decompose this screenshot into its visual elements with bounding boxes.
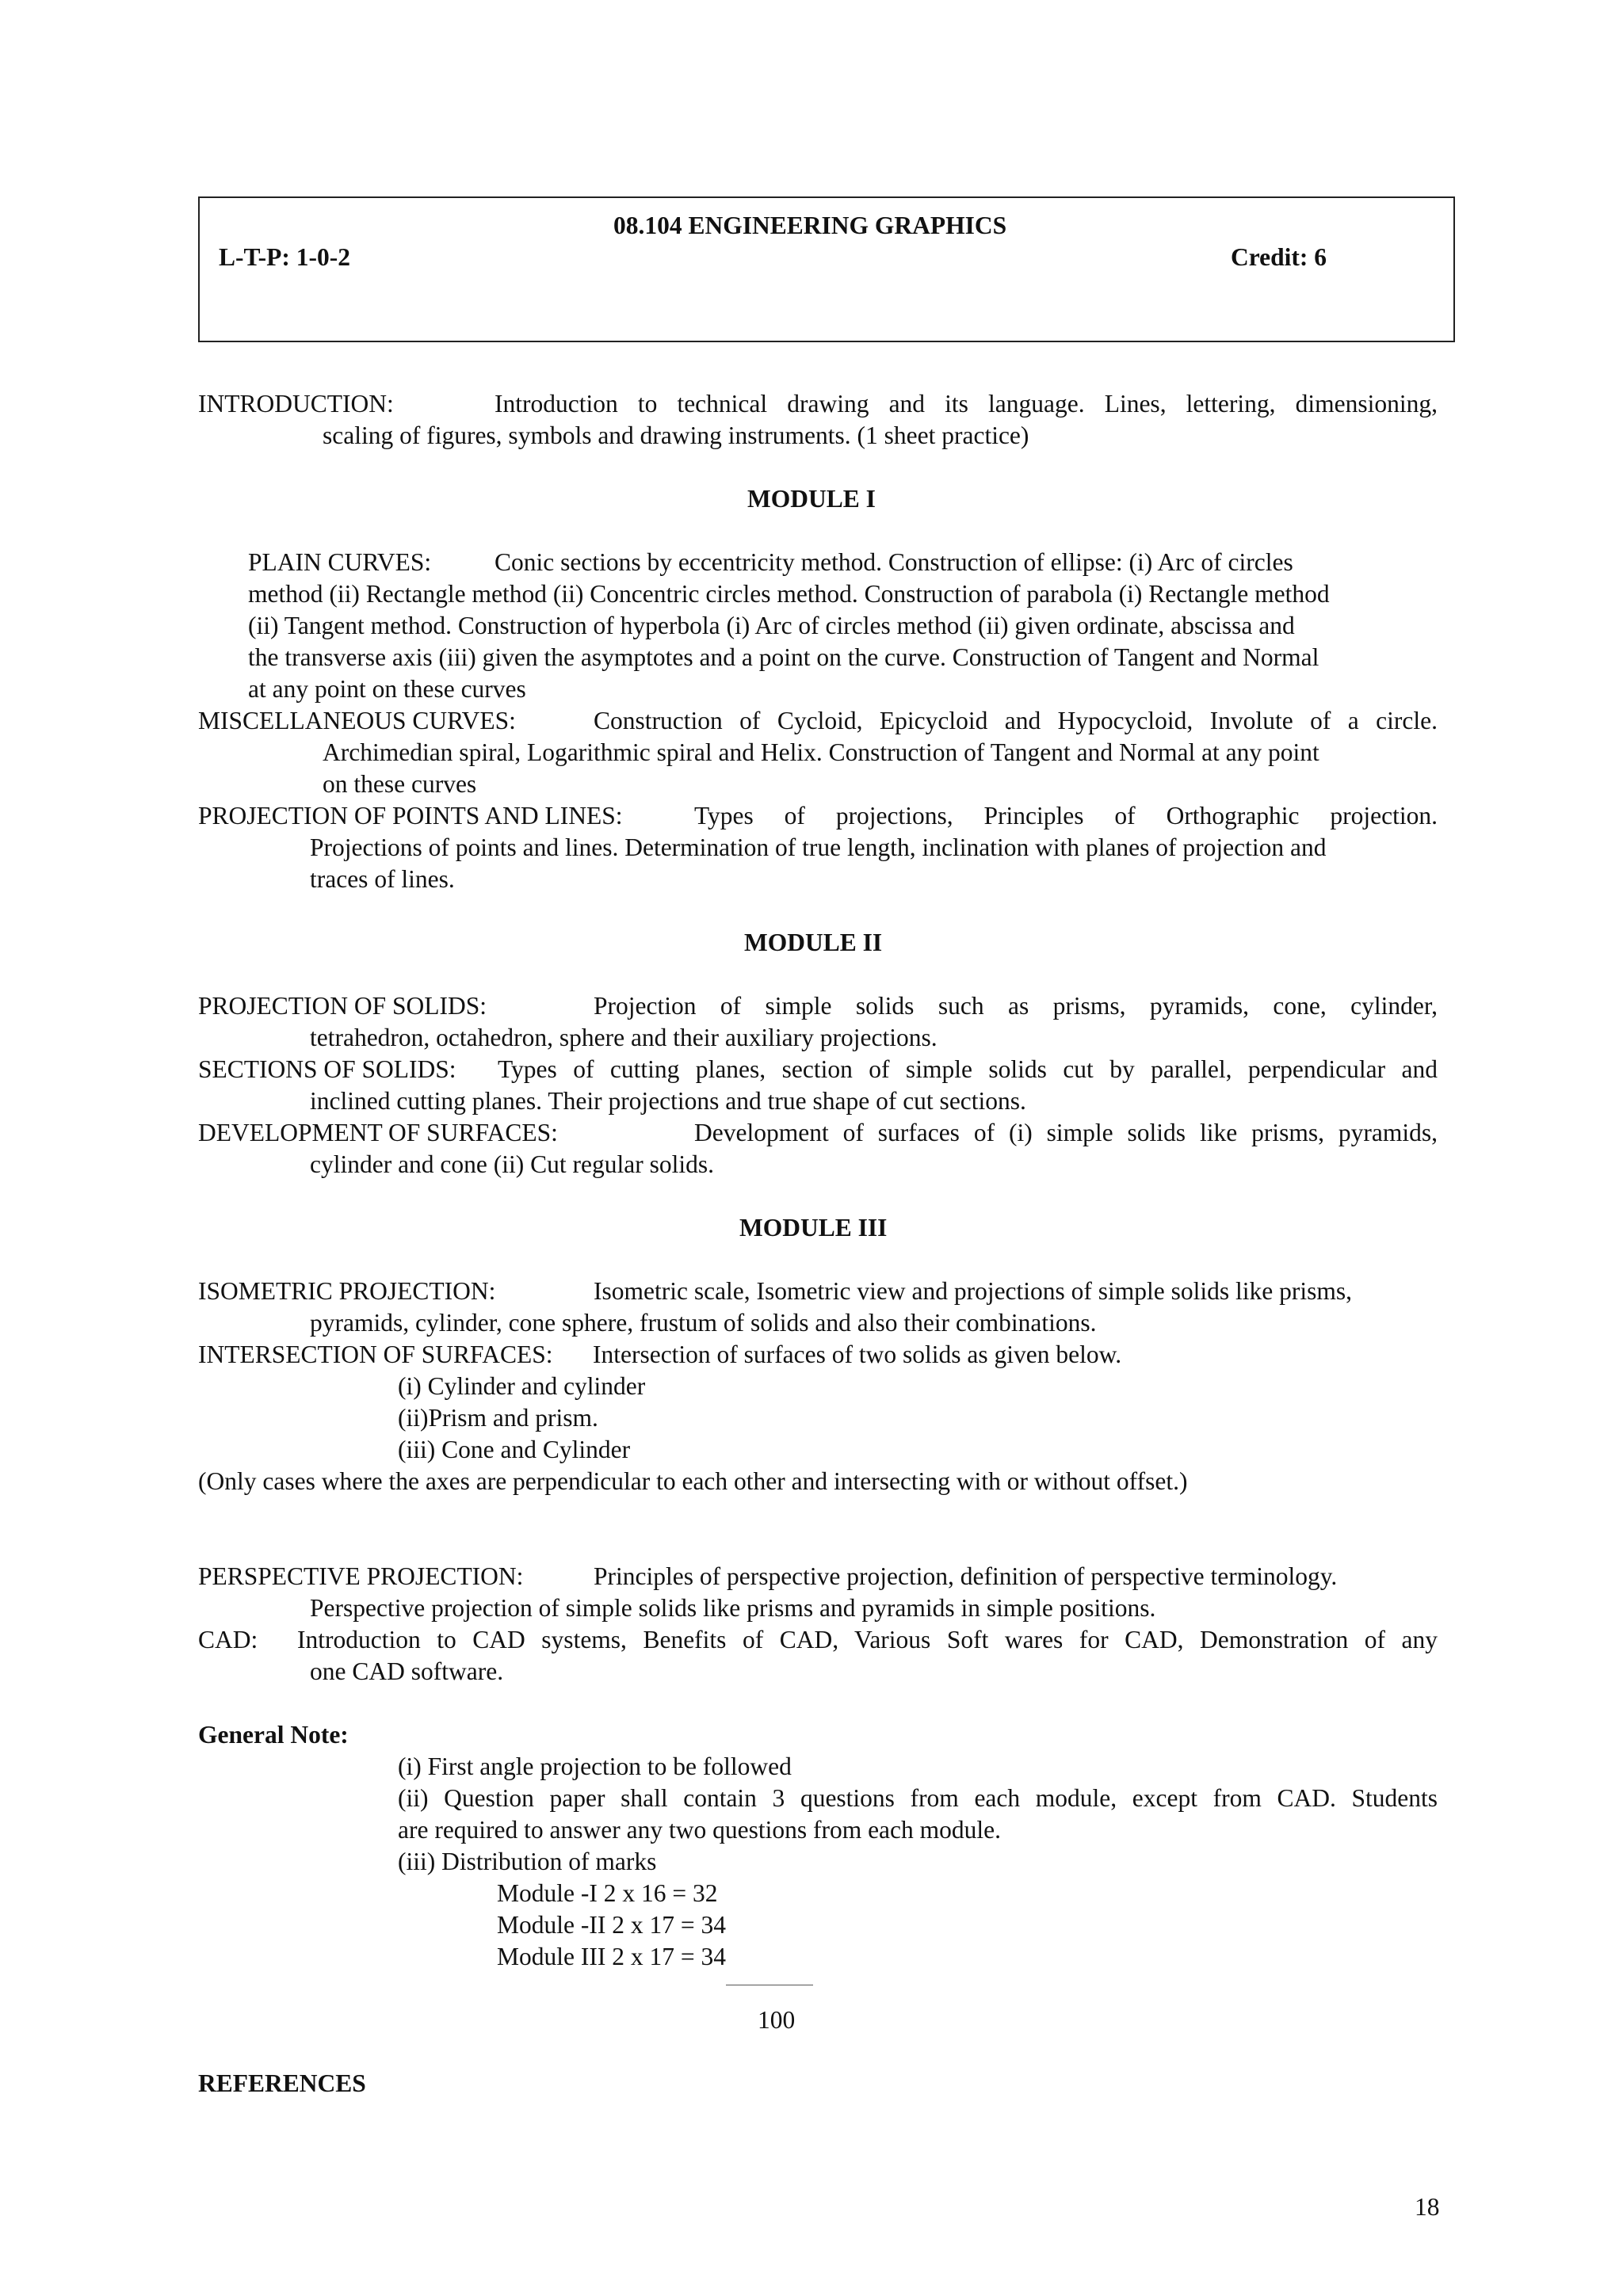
projection-points-lines-line-2: Projections of points and lines. Determination of true length, inclination with planes of projection and [310, 833, 1327, 861]
general-note-item-2b: are required to answer any two questions from each module. [398, 1816, 1001, 1844]
development-surfaces-label: DEVELOPMENT OF SURFACES: [198, 1119, 558, 1146]
plain-curves-line-2: method (ii) Rectangle method (ii) Concentric circles method. Construction of parabola (i) Rectangle method [248, 580, 1330, 608]
projection-points-lines-label: PROJECTION OF POINTS AND LINES: [198, 802, 623, 830]
marks-total: 100 [758, 2006, 796, 2034]
projection-points-lines-line-1: Types of projections, Principles of Orthographic projection. [694, 802, 1438, 830]
misc-curves-line-1: Construction of Cycloid, Epicycloid and Hypocycloid, Involute of a circle. [594, 707, 1438, 734]
general-note-item-2a: (ii) Question paper shall contain 3 questions from each module, except from CAD. Students [398, 1784, 1438, 1812]
perspective-line-2: Perspective projection of simple solids like prisms and pyramids in simple positions. [310, 1594, 1156, 1622]
course-title: 08.104 ENGINEERING GRAPHICS [613, 212, 1007, 239]
projection-points-lines-line-3: traces of lines. [310, 865, 455, 893]
misc-curves-line-2: Archimedian spiral, Logarithmic spiral and Helix. Construction of Tangent and Normal at any point [323, 738, 1319, 766]
intersection-line-1: Intersection of surfaces of two solids as given below. [593, 1341, 1122, 1368]
module-1-heading: MODULE I [747, 485, 876, 513]
sections-solids-line-1: Types of cutting planes, section of simple solids cut by parallel, perpendicular and [498, 1055, 1438, 1083]
projection-solids-line-1: Projection of simple solids such as prisms, pyramids, cone, cylinder, [594, 992, 1438, 1020]
plain-curves-line-1: Conic sections by eccentricity method. Construction of ellipse: (i) Arc of circles [495, 548, 1293, 576]
misc-curves-label: MISCELLANEOUS CURVES: [198, 707, 516, 734]
perspective-line-1: Principles of perspective projection, definition of perspective terminology. [594, 1562, 1338, 1590]
intro-label: INTRODUCTION: [198, 390, 394, 418]
marks-row: Module -I 2 x 16 = 32 [497, 1879, 718, 1907]
isometric-line-1: Isometric scale, Isometric view and projections of simple solids like prisms, [594, 1277, 1353, 1305]
cad-line-2: one CAD software. [310, 1657, 504, 1685]
intersection-item: (i) Cylinder and cylinder [398, 1372, 646, 1400]
intro-text-2: scaling of figures, symbols and drawing instruments. (1 sheet practice) [323, 421, 1029, 449]
references-heading: REFERENCES [198, 2069, 366, 2097]
perspective-label: PERSPECTIVE PROJECTION: [198, 1562, 524, 1590]
intersection-note: (Only cases where the axes are perpendicular to each other and intersecting with or without offset.) [198, 1467, 1188, 1495]
plain-curves-label: PLAIN CURVES: [248, 548, 432, 576]
isometric-line-2: pyramids, cylinder, cone sphere, frustum of solids and also their combinations. [310, 1309, 1097, 1337]
intersection-item: (iii) Cone and Cylinder [398, 1436, 631, 1463]
credit-label: Credit: 6 [1231, 243, 1327, 271]
intro-text-1: Introduction to technical drawing and its language. Lines, lettering, dimensioning, [495, 390, 1438, 418]
module-3-heading: MODULE III [739, 1214, 888, 1241]
marks-row: Module -II 2 x 17 = 34 [497, 1911, 726, 1939]
plain-curves-line-4: the transverse axis (iii) given the asymptotes and a point on the curve. Construction of Tangent and Normal [248, 643, 1319, 671]
isometric-label: ISOMETRIC PROJECTION: [198, 1277, 496, 1305]
marks-row: Module III 2 x 17 = 34 [497, 1943, 726, 1970]
plain-curves-line-3: (ii) Tangent method. Construction of hyperbola (i) Arc of circles method (ii) given ordinate, abscissa and [248, 612, 1295, 639]
projection-solids-label: PROJECTION OF SOLIDS: [198, 992, 487, 1020]
plain-curves-line-5: at any point on these curves [248, 675, 526, 703]
module-2-heading: MODULE II [744, 929, 883, 956]
development-surfaces-line-1: Development of surfaces of (i) simple solids like prisms, pyramids, [694, 1119, 1438, 1146]
intersection-item: (ii)Prism and prism. [398, 1404, 598, 1432]
sections-solids-label: SECTIONS OF SOLIDS: [198, 1055, 456, 1083]
cad-line-1: Introduction to CAD systems, Benefits of CAD, Various Soft wares for CAD, Demonstration of any [297, 1626, 1438, 1653]
projection-solids-line-2: tetrahedron, octahedron, sphere and their auxiliary projections. [310, 1024, 938, 1051]
sections-solids-line-2: inclined cutting planes. Their projections and true shape of cut sections. [310, 1087, 1026, 1115]
ltp-label: L-T-P: 1-0-2 [219, 243, 350, 271]
page-number: 18 [1415, 2193, 1440, 2221]
general-note-item-1: (i) First angle projection to be followed [398, 1753, 792, 1780]
misc-curves-line-3: on these curves [323, 770, 477, 798]
cad-label: CAD: [198, 1626, 258, 1653]
general-note-heading: General Note: [198, 1721, 349, 1749]
development-surfaces-line-2: cylinder and cone (ii) Cut regular solids. [310, 1150, 714, 1178]
general-note-item-3: (iii) Distribution of marks [398, 1848, 657, 1875]
intersection-label: INTERSECTION OF SURFACES: [198, 1341, 553, 1368]
